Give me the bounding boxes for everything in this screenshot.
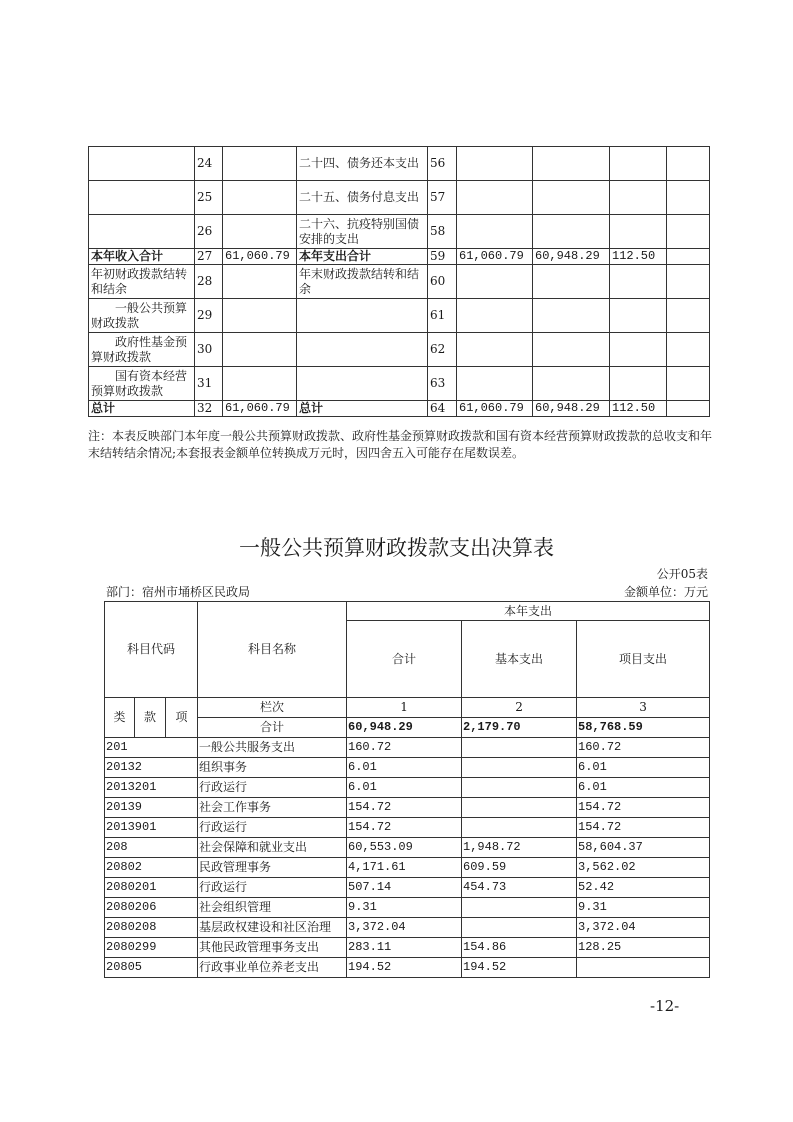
cell-extra [667,147,710,181]
cell-basic: 194.52 [462,958,577,978]
header-col2: 2 [462,698,577,718]
cell-total: 61,060.79 [457,401,533,417]
summary-table [88,146,710,417]
cell-basic: 1,948.72 [462,838,577,858]
table-row [89,367,710,401]
cell-extra [667,367,710,401]
cell-total [457,265,533,299]
cell-total: 3,372.04 [347,918,462,938]
table-row [105,778,710,798]
cell-basic [462,898,577,918]
cell-project: 112.50 [610,401,667,417]
cell-basic [533,265,610,299]
cell-code: 201 [105,738,198,758]
table-row [105,898,710,918]
table-row [105,738,710,758]
cell-total: 283.11 [347,938,462,958]
cell-expense-no: 63 [428,367,457,401]
cell-total: 507.14 [347,878,462,898]
form-number: 公开05表 [656,567,708,581]
cell-basic: 60,948.29 [533,249,610,265]
cell-project: 3,562.02 [577,858,710,878]
cell-total: 6.01 [347,758,462,778]
cell-expense-item: 二十五、债务付息支出 [297,181,428,215]
table-row [105,878,710,898]
cell-total: 160.72 [347,738,462,758]
page-number: -12- [650,997,680,1015]
header-project: 项目支出 [577,621,710,698]
unit-label: 金额单位：万元 [623,585,708,599]
cell-extra [667,401,710,417]
table-row [89,181,710,215]
table-row [105,918,710,938]
cell-code: 20802 [105,858,198,878]
cell-basic [533,147,610,181]
cell-expense-no: 60 [428,265,457,299]
cell-name: 一般公共服务支出 [198,738,347,758]
department-label: 部门：宿州市埇桥区民政局 [106,585,251,599]
cell-project: 112.50 [610,249,667,265]
cell-basic [462,758,577,778]
cell-total: 9.31 [347,898,462,918]
cell-income-amount [223,333,297,367]
cell-expense-item: 本年支出合计 [297,249,428,265]
cell-income-no: 29 [195,299,223,333]
cell-income-item: 本年收入合计 [89,249,195,265]
cell-project: 128.25 [577,938,710,958]
cell-name: 行政事业单位养老支出 [198,958,347,978]
cell-income-no: 31 [195,367,223,401]
cell-income-no: 28 [195,265,223,299]
cell-extra [667,215,710,249]
cell-name: 社会组织管理 [198,898,347,918]
cell-expense-no: 59 [428,249,457,265]
sum-total: 60,948.29 [347,718,462,738]
cell-expense-item: 年末财政拨款结转和结余 [297,265,428,299]
cell-income-no: 27 [195,249,223,265]
table-row [105,758,710,778]
cell-basic: 454.73 [462,878,577,898]
cell-basic [533,215,610,249]
cell-basic [462,798,577,818]
table-row [105,938,710,958]
cell-project: 58,604.37 [577,838,710,858]
cell-name: 行政运行 [198,878,347,898]
cell-expense-item: 总计 [297,401,428,417]
table-row [105,958,710,978]
cell-code: 2080201 [105,878,198,898]
cell-total: 4,171.61 [347,858,462,878]
page-title: 一般公共预算财政拨款支出决算表 [239,536,554,560]
header-current-year: 本年支出 [347,602,710,621]
cell-expense-item [297,299,428,333]
cell-project: 6.01 [577,778,710,798]
table-row [105,858,710,878]
cell-project [610,333,667,367]
cell-code: 2013901 [105,818,198,838]
cell-income-no: 25 [195,181,223,215]
table-row [89,299,710,333]
cell-basic [533,367,610,401]
cell-project: 154.72 [577,798,710,818]
cell-income-item [89,181,195,215]
cell-total: 154.72 [347,818,462,838]
cell-total: 194.52 [347,958,462,978]
cell-expense-no: 61 [428,299,457,333]
cell-name: 组织事务 [198,758,347,778]
cell-income-no: 24 [195,147,223,181]
cell-income-item [89,147,195,181]
cell-total [457,299,533,333]
cell-income-amount [223,299,297,333]
header-total: 合计 [347,621,462,698]
table-row [89,249,710,265]
cell-total [457,181,533,215]
cell-expense-item: 二十六、抗疫特别国债安排的支出 [297,215,428,249]
cell-income-item: 总计 [89,401,195,417]
sum-project: 58,768.59 [577,718,710,738]
cell-expense-item [297,333,428,367]
header-subject-name: 科目名称 [198,602,347,698]
cell-total: 60,553.09 [347,838,462,858]
cell-expense-item: 二十四、债务还本支出 [297,147,428,181]
cell-basic: 154.86 [462,938,577,958]
cell-basic [533,181,610,215]
cell-code: 20132 [105,758,198,778]
cell-extra [667,333,710,367]
cell-income-item: 政府性基金预算财政拨款 [89,333,195,367]
cell-income-no: 32 [195,401,223,417]
table-note: 注：本表反映部门本年度一般公共预算财政拨款、政府性基金预算财政拨款和国有资本经营预算财政拨款的总收支和年末结转结余情况;本套报表金额单位转换成万元时，因四舍五入可能存在尾数误差。 [88,429,713,460]
cell-name: 行政运行 [198,778,347,798]
cell-income-amount: 61,060.79 [223,249,297,265]
cell-expense-no: 56 [428,147,457,181]
table-row [89,401,710,417]
cell-total: 61,060.79 [457,249,533,265]
cell-project: 9.31 [577,898,710,918]
cell-name: 其他民政管理事务支出 [198,938,347,958]
header-basic: 基本支出 [462,621,577,698]
cell-project [610,265,667,299]
cell-project [610,181,667,215]
cell-basic [462,738,577,758]
cell-income-amount [223,215,297,249]
cell-basic [462,778,577,798]
header-section: 款 [135,698,166,738]
cell-income-amount [223,147,297,181]
cell-name: 社会工作事务 [198,798,347,818]
cell-income-amount [223,265,297,299]
cell-code: 208 [105,838,198,858]
cell-total: 6.01 [347,778,462,798]
cell-income-item: 年初财政拨款结转和结余 [89,265,195,299]
cell-expense-item [297,367,428,401]
cell-project [610,147,667,181]
cell-expense-no: 64 [428,401,457,417]
cell-expense-no: 58 [428,215,457,249]
table-row [105,798,710,818]
cell-basic: 60,948.29 [533,401,610,417]
header-column-no: 栏次 [198,698,347,718]
cell-basic [462,918,577,938]
cell-name: 基层政权建设和社区治理 [198,918,347,938]
cell-project [610,215,667,249]
cell-total: 154.72 [347,798,462,818]
cell-code: 2080208 [105,918,198,938]
cell-income-amount [223,367,297,401]
cell-income-amount: 61,060.79 [223,401,297,417]
header-col3: 3 [577,698,710,718]
cell-income-no: 26 [195,215,223,249]
cell-project: 52.42 [577,878,710,898]
sum-basic: 2,179.70 [462,718,577,738]
cell-expense-no: 62 [428,333,457,367]
sum-label: 合计 [198,718,347,738]
table-row [89,147,710,181]
table-row [89,333,710,367]
table-row [89,215,710,249]
cell-name: 行政运行 [198,818,347,838]
cell-extra [667,265,710,299]
cell-project [610,367,667,401]
cell-basic [462,818,577,838]
cell-project [577,958,710,978]
cell-extra [667,299,710,333]
cell-code: 2013201 [105,778,198,798]
cell-income-item: 国有资本经营预算财政拨款 [89,367,195,401]
cell-project: 6.01 [577,758,710,778]
cell-total [457,333,533,367]
cell-project: 160.72 [577,738,710,758]
cell-income-item: 一般公共预算财政拨款 [89,299,195,333]
cell-project: 154.72 [577,818,710,838]
cell-name: 社会保障和就业支出 [198,838,347,858]
cell-income-item [89,215,195,249]
cell-extra [667,249,710,265]
cell-name: 民政管理事务 [198,858,347,878]
cell-extra [667,181,710,215]
table-row [105,838,710,858]
cell-project [610,299,667,333]
table-row [89,265,710,299]
cell-code: 20139 [105,798,198,818]
cell-income-no: 30 [195,333,223,367]
expense-table [104,601,710,978]
table-row [105,818,710,838]
cell-project: 3,372.04 [577,918,710,938]
header-subject-code: 科目代码 [105,602,198,698]
cell-code: 2080206 [105,898,198,918]
cell-total [457,367,533,401]
header-item: 项 [166,698,198,738]
cell-total [457,215,533,249]
header-class: 类 [105,698,135,738]
cell-expense-no: 57 [428,181,457,215]
cell-basic: 609.59 [462,858,577,878]
cell-basic [533,333,610,367]
cell-income-amount [223,181,297,215]
cell-code: 2080299 [105,938,198,958]
header-col1: 1 [347,698,462,718]
cell-total [457,147,533,181]
cell-basic [533,299,610,333]
cell-code: 20805 [105,958,198,978]
